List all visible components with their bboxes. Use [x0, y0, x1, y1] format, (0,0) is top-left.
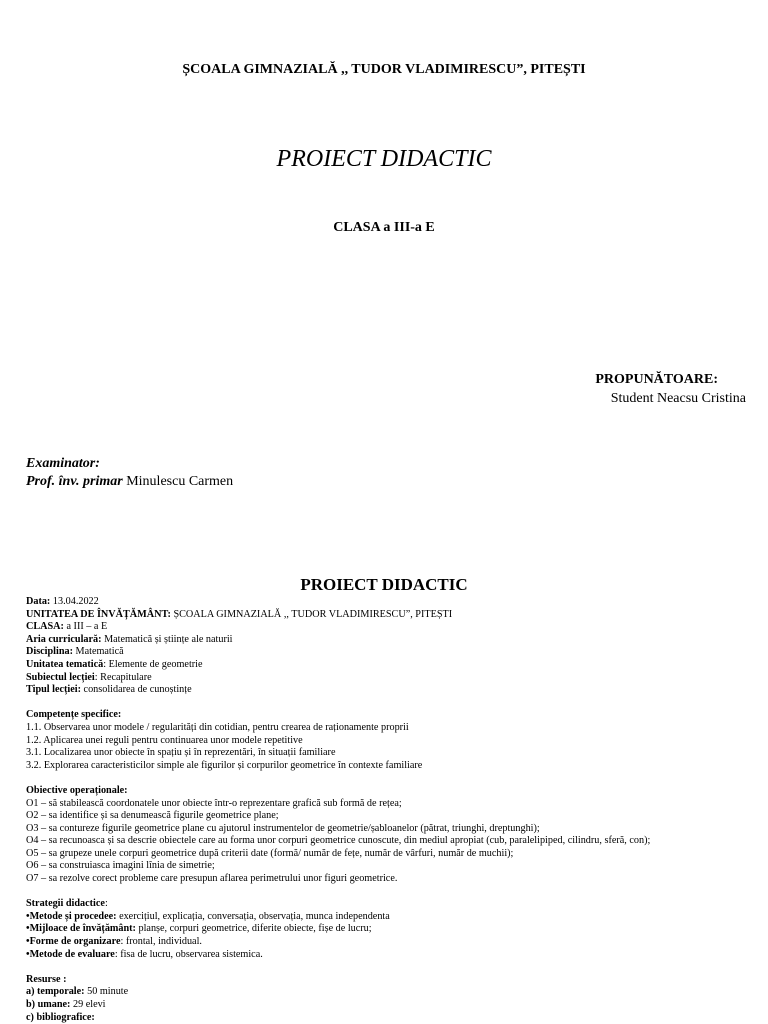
- field-value: a III – a E: [63, 621, 108, 633]
- resource-label: b) umane:: [26, 999, 71, 1010]
- objective-item: O6 – sa construiasca imagini lînia de simetrie;: [26, 860, 215, 872]
- field-value: ȘCOALA GIMNAZIALĂ ,, TUDOR VLADIMIRESCU”, PITEȘTI: [170, 608, 453, 620]
- examiner-name: Minulescu Carmen: [122, 474, 234, 489]
- strategy-value: : frontal, individual.: [120, 936, 202, 948]
- strategy-value: planșe, corpuri geometrice, diferite obiecte, fișe de lucru;: [135, 923, 372, 935]
- field-label: CLASA:: [26, 621, 64, 633]
- competence-item: 1.2. Aplicarea unei reguli pentru continuarea unor modele repetitive: [26, 734, 303, 746]
- field-lesson-type: [26, 684, 756, 697]
- resource-value: 29 elevi: [70, 999, 106, 1010]
- examiner-line: [26, 474, 233, 490]
- strategy-value: exercițiul, explicația, conversația, observația, munca independenta: [116, 910, 390, 922]
- strategy-label: •Metode și procedee:: [26, 910, 117, 922]
- field-label: Tipul lecției:: [26, 684, 81, 696]
- field-value: 13.04.2022: [50, 596, 99, 607]
- strategies-title: [26, 898, 756, 911]
- field-label: Disciplina:: [26, 646, 73, 658]
- page-title: PROIECT DIDACTIC: [276, 146, 492, 172]
- strategies-colon: :: [104, 898, 108, 910]
- objective-item: O7 – sa rezolve corect probleme care presupun aflarea perimetrului unor figuri geometrice.: [26, 873, 398, 885]
- project-title: PROIECT DIDACTIC: [300, 575, 468, 594]
- resource-item: [26, 999, 756, 1012]
- field-value: : Recapitulare: [94, 671, 152, 683]
- resource-label: c) bibliografice:: [26, 1011, 95, 1023]
- objective-item: O1 – să stabilească coordonatele unor obiecte într-o reprezentare grafică sub formă de rețea;: [26, 797, 402, 809]
- school-header: ȘCOALA GIMNAZIALĂ ,, TUDOR VLADIMIRESCU”, PITEȘTI: [182, 62, 586, 77]
- field-unit: [26, 609, 756, 622]
- proposer-label: PROPUNĂTOARE:: [595, 372, 718, 387]
- strategy-item: [26, 949, 756, 962]
- project-details: [26, 596, 756, 1024]
- strategy-item: [26, 923, 756, 936]
- objective-item: O3 – sa contureze figurile geometrice plane cu ajutorul instrumentelor de geometrie/șabloanelor (pătrat, triunghi, dreptunghi);: [26, 822, 540, 834]
- field-area: [26, 634, 756, 647]
- field-label: Unitatea tematică: [26, 658, 104, 670]
- strategy-item: [26, 911, 756, 924]
- strategy-label: •Metode de evaluare: [26, 948, 115, 960]
- field-discipline: [26, 646, 756, 659]
- field-date: [26, 596, 756, 609]
- field-label: Aria curriculară:: [26, 633, 102, 645]
- examiner-prefix: Prof. înv. primar: [26, 474, 123, 489]
- field-subject: [26, 672, 756, 685]
- objectives-title: Obiective operaționale:: [26, 784, 128, 796]
- resource-value: 50 minute: [84, 986, 129, 998]
- field-label: Data:: [26, 596, 51, 607]
- field-label: Subiectul lecției: [26, 671, 95, 683]
- strategies-label: Strategii didactice: [26, 898, 105, 910]
- proposer-name: Student Neacsu Cristina: [610, 391, 746, 406]
- competence-item: 1.1. Observarea unor modele / regularități din cotidian, pentru crearea de raționamente proprii: [26, 721, 409, 733]
- field-thematic-unit: [26, 659, 756, 672]
- field-label: UNITATEA DE ÎNVĂȚĂMÂNT:: [26, 608, 171, 620]
- field-class: [26, 621, 756, 634]
- competence-item: 3.2. Explorarea caracteristicilor simple ale figurilor și corpurilor geometrice în contexte familiare: [26, 759, 423, 771]
- competences-title: Competențe specifice:: [26, 709, 122, 721]
- class-label: CLASA a III-a E: [333, 220, 435, 235]
- examiner-label: Examinator:: [26, 456, 100, 471]
- resource-item: [26, 986, 756, 999]
- strategy-value: : fisa de lucru, observarea sistemica.: [114, 948, 263, 960]
- strategy-label: •Mijloace de învățământ:: [26, 923, 136, 935]
- strategy-label: •Forme de organizare: [26, 936, 121, 948]
- resource-label: a) temporale:: [26, 986, 85, 998]
- field-value: consolidarea de cunoștințe: [81, 684, 192, 696]
- objective-item: O5 – sa grupeze unele corpuri geometrice după criterii date (formă/ număr de fețe, număr de vârfuri, număr de muchii);: [26, 847, 514, 859]
- resource-item: [26, 1012, 756, 1024]
- objective-item: O4 – sa recunoasca și sa descrie obiectele care au forma unor corpuri geometrice cunoscute, din mediul apropiat (cub, paralelipiped, cilindru, sferă, con);: [26, 835, 651, 847]
- competence-item: 3.1. Localizarea unor obiecte în spațiu și în reprezentări, în situații familiare: [26, 747, 336, 759]
- strategy-item: [26, 936, 756, 949]
- objective-item: O2 – sa identifice și sa denumească figurile geometrice plane;: [26, 810, 279, 822]
- field-value: Matematică: [72, 646, 124, 658]
- resources-title: Resurse :: [26, 973, 67, 985]
- field-value: Matematică și științe ale naturii: [101, 633, 233, 645]
- field-value: : Elemente de geometrie: [103, 658, 203, 670]
